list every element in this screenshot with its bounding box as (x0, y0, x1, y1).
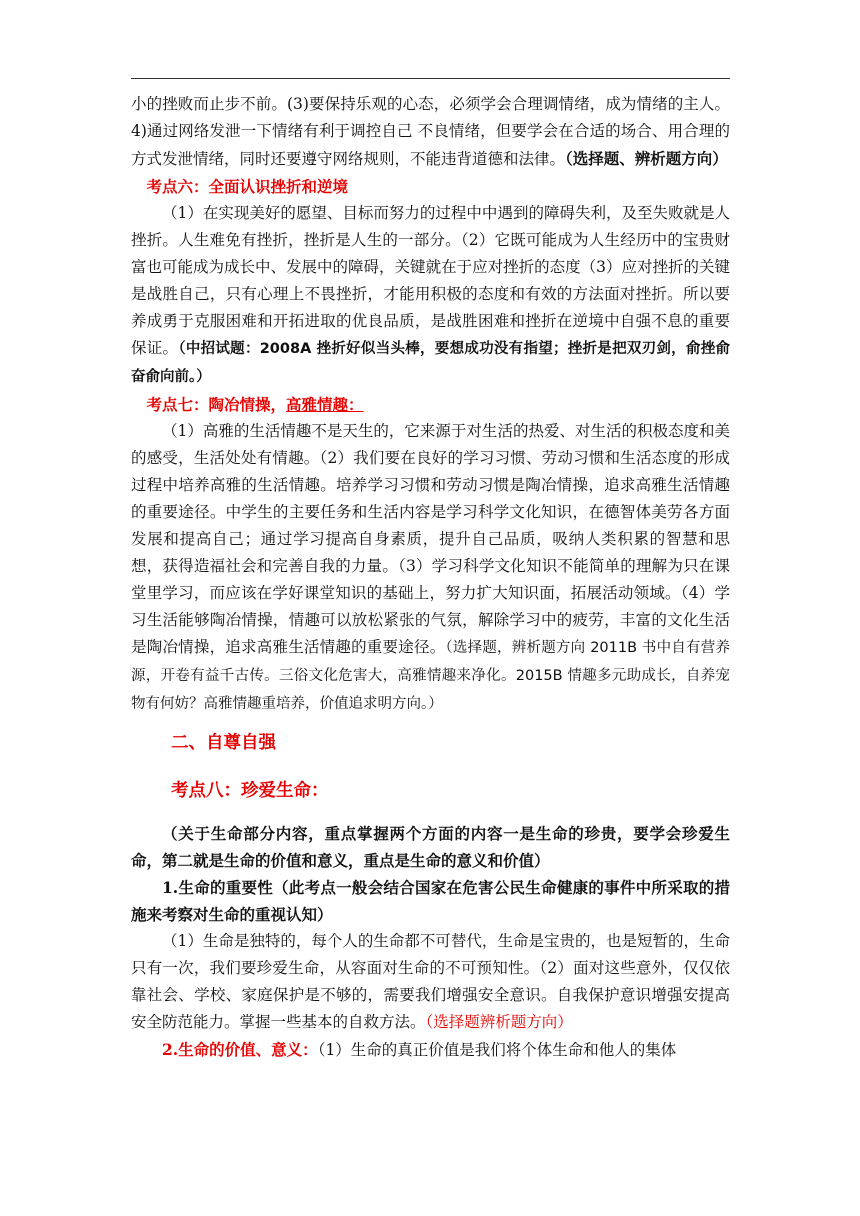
kaodian-7-body (131, 418, 730, 718)
header-rule (131, 78, 730, 79)
subpoint-1-title: 1.生命的重要性（此考点一般会结合国家在危害公民生命健康的事件中所采取的措施来考察对生命的重视认知） (131, 878, 730, 924)
section-2-heading: 二、自尊自强 (171, 733, 276, 753)
paragraph-text: （1）生命的真正价值是我们将个体生命和他人的集体 (317, 1041, 677, 1059)
question-type-note: （选择题辨析题方向） (425, 1013, 573, 1031)
exam-note: （中招试题：2008A 挫折好似当头棒，要想成功没有指望；挫折是把双刃剑，俞挫俞奋俞向前。） (131, 341, 730, 385)
kaodian-8-intro: （关于生命部分内容，重点掌握两个方面的内容一是生命的珍贵，要学会珍爱生命，第二就是生命的价值和意义，重点是生命的意义和价值） (131, 824, 730, 870)
kaodian-7-title-underlined: 高雅情趣： (286, 395, 364, 414)
kaodian-8-title: 考点八：珍爱生命： (171, 781, 329, 801)
subpoint-1-body (131, 928, 730, 1036)
paragraph-text: （1）在实现美好的愿望、目标而努力的过程中中遇到的障碍失利，及至失败就是人挫折。人生难免有挫折，挫折是人生的一部分。（2）它既可能成为人生经历中的宝贵财富也可能成为成长中、发展中的障碍，关键就在于应对挫折的态度（3）应对挫折的关键是战胜自己，只有心理上不畏挫折，才能用积极的态度和有效的方法面对挫折。所以要养成勇于克服困难和开拓进取的优良品质，是战胜困难和挫折在逆境中自强不息的重要保证。 (131, 204, 730, 357)
kaodian-6-title: 考点六：全面认识挫折和逆境 (146, 177, 349, 196)
document-body (131, 91, 730, 1064)
paragraph-text: 小的挫败而止步不前。(3)要保持乐观的心态，必须学会合理调情绪，成为情绪的主人。4)通过网络发泄一下情绪有利于调控自己 不良情绪，但要学会在合适的场合、用合理的方式发泄情绪，同时还要遵守网络规则，不能违背道德和法律。 (131, 95, 730, 168)
paragraph-continuation (131, 91, 730, 173)
subpoint-2 (131, 1036, 730, 1064)
paragraph-text: （1）生命是独特的，每个人的生命都不可替代，生命是宝贵的，也是短暂的，生命只有一次，我们要珍爱生命，从容面对生命的不可预知性。（2）面对这些意外，仅仅依靠社会、学校、家庭保护是不够的，需要我们增强安全意识。自我保护意识增强安提高安全防范能力。掌握一些基本的自救方法。 (131, 932, 730, 1031)
question-type-note: （选择题、辨析题方向） (565, 149, 728, 168)
kaodian-7-title-main: 考点七：陶冶情操， (146, 395, 287, 414)
kaodian-6-body (131, 200, 730, 391)
subpoint-2-title: 2.生命的价值、意义： (162, 1040, 318, 1059)
kaodian-7-title (131, 391, 730, 418)
exam-note: （选择题，辨析题方向 2011B 书中自有营养源，开卷有益千古传。三俗文化危害大，高雅情趣来净化。2015B 情趣多元助成长，自养宠物有何妨？高雅情趣重培养，价值追求明方向。） (131, 640, 730, 712)
paragraph-text: （1）高雅的生活情趣不是天生的，它来源于对生活的热爱、对生活的积极态度和美的感受，生活处处有情趣。（2）我们要在良好的学习习惯、劳动习惯和生活态度的形成过程中培养高雅的生活情趣。培养学习习惯和劳动习惯是陶冶情操，追求高雅生活情趣的重要途径。中学生的主要任务和生活内容是学习科学文化知识，在德智体美劳各方面发展和提高自己；通过学习提高自身素质，提升自己品质，吸纳人类积累的智慧和思想，获得造福社会和完善自我的力量。（3）学习科学文化知识不能简单的理解为只在课堂里学习，而应该在学好课堂知识的基础上，努力扩大知识面，拓展活动领域。（4）学习生活能够陶冶情操，情趣可以放松紧张的气氛，解除学习中的疲劳，丰富的文化生活是陶冶情操，追求高雅生活情趣的重要途径。 (131, 422, 730, 656)
